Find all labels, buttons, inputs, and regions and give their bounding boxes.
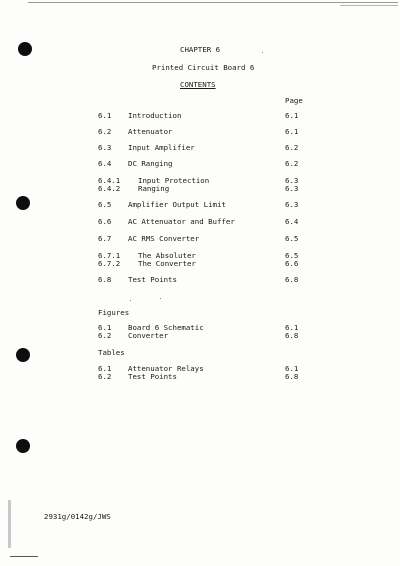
toc-number: 6.6 — [98, 217, 112, 226]
toc-page: 6.3 — [285, 176, 299, 185]
speck — [262, 52, 263, 53]
toc-number: 6.4 — [98, 159, 112, 168]
toc-title: Amplifier Output Limit — [128, 200, 226, 209]
toc-page: 6.6 — [285, 259, 299, 268]
toc-number: 6.5 — [98, 200, 112, 209]
toc-title: AC RMS Converter — [128, 234, 200, 243]
toc-page: 6.5 — [285, 251, 299, 260]
toc-title: DC Ranging — [128, 159, 173, 168]
scan-edge-line — [28, 2, 398, 3]
toc-number: 6.4.2 — [98, 184, 121, 193]
page-column-heading: Page — [285, 96, 303, 105]
document-reference: 2931g/0142g/JWS — [44, 512, 111, 521]
table-title: Attenuator Relays — [128, 364, 204, 373]
scan-edge-mark — [8, 500, 11, 548]
toc-page: 6.4 — [285, 217, 299, 226]
table-title: Test Points — [128, 372, 177, 381]
scan-edge-line — [340, 5, 398, 6]
scan-edge-line — [10, 556, 38, 557]
table-number: 6.1 — [98, 364, 112, 373]
table-number: 6.2 — [98, 372, 112, 381]
toc-number: 6.7.1 — [98, 251, 121, 260]
figure-title: Converter — [128, 331, 169, 340]
toc-title: Input Amplifier — [128, 143, 195, 152]
contents-heading: CONTENTS — [180, 80, 216, 89]
tables-heading: Tables — [98, 348, 125, 357]
toc-title: Test Points — [128, 275, 177, 284]
toc-title: Introduction — [128, 111, 182, 120]
toc-page: 6.2 — [285, 143, 299, 152]
toc-title: Ranging — [138, 184, 170, 193]
toc-page: 6.1 — [285, 111, 299, 120]
speck — [130, 300, 131, 301]
toc-page: 6.2 — [285, 159, 299, 168]
figure-page: 6.8 — [285, 331, 299, 340]
toc-number: 6.8 — [98, 275, 112, 284]
toc-number: 6.4.1 — [98, 176, 121, 185]
toc-number: 6.2 — [98, 127, 112, 136]
chapter-title: Printed Circuit Board 6 — [152, 63, 255, 72]
toc-number: 6.7.2 — [98, 259, 121, 268]
toc-page: 6.3 — [285, 184, 299, 193]
toc-number: 6.1 — [98, 111, 112, 120]
toc-page: 6.5 — [285, 234, 299, 243]
chapter-heading: CHAPTER 6 — [180, 45, 221, 54]
punch-hole — [16, 439, 30, 453]
figure-page: 6.1 — [285, 323, 299, 332]
speck — [160, 298, 161, 299]
toc-page: 6.8 — [285, 275, 299, 284]
toc-title: The Absoluter — [138, 251, 196, 260]
table-page: 6.1 — [285, 364, 299, 373]
toc-page: 6.3 — [285, 200, 299, 209]
figures-heading: Figures — [98, 308, 130, 317]
toc-title: Attenuator — [128, 127, 173, 136]
toc-title: Input Protection — [138, 176, 210, 185]
toc-number: 6.7 — [98, 234, 112, 243]
punch-hole — [18, 42, 32, 56]
toc-number: 6.3 — [98, 143, 112, 152]
punch-hole — [16, 348, 30, 362]
toc-page: 6.1 — [285, 127, 299, 136]
figure-number: 6.1 — [98, 323, 112, 332]
table-page: 6.8 — [285, 372, 299, 381]
figure-number: 6.2 — [98, 331, 112, 340]
toc-title: The Converter — [138, 259, 196, 268]
toc-title: AC Attenuator and Buffer — [128, 217, 235, 226]
figure-title: Board 6 Schematic — [128, 323, 204, 332]
punch-hole — [16, 196, 30, 210]
